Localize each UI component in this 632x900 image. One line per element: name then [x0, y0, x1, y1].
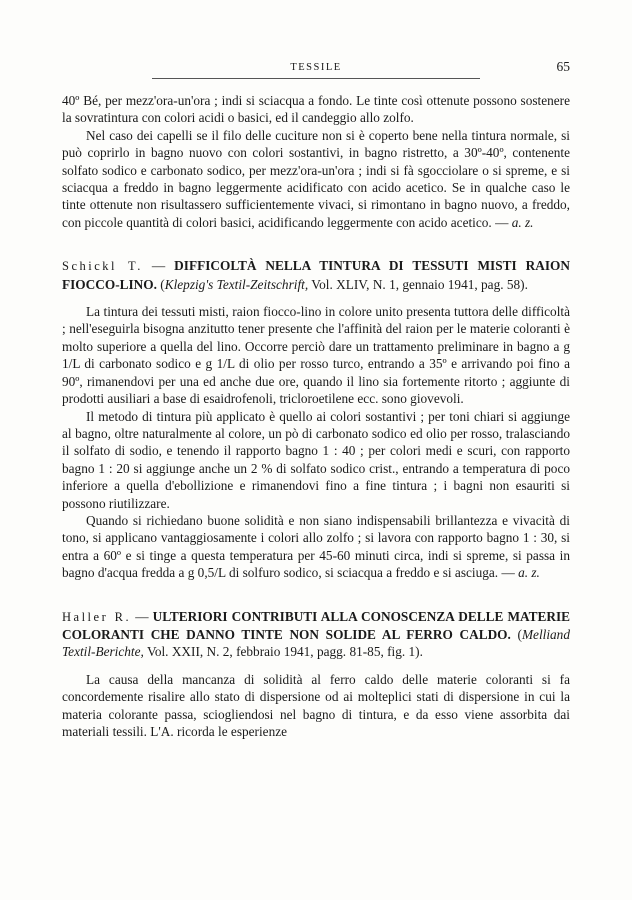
paragraph [62, 92, 570, 127]
abstract-heading [62, 257, 570, 293]
signature: a. z. [518, 565, 540, 581]
page-header [62, 59, 570, 82]
paragraph [62, 127, 570, 231]
source-details: Vol. XLIV, N. 1, gennaio 1941, pag. 58). [308, 276, 528, 292]
paragraph-text: Quando si richiedano buone solidità e non siano indispensabili brillantezza e vivacità di tono, si applicano vantaggiosamente i colori allo zolfo ; si lavora con rapporto bagno 1 : 30, si entra a 60º e si tinge a questa temperatura per 45-60 minuti circa, indi si spreme, si passa in bagno d'acqua fredda a g 0,5/L di solfuro sodico, si sciacqua a freddo e si asciuga. — [62, 512, 570, 581]
source-open: ( [510, 626, 522, 642]
paragraph-text: Il metodo di tintura più applicato è quello ai colori sostantivi ; per toni chiari si aggiunge al bagno, oltre naturalmente al colore, un pò di carbonato sodico ed olio per rosso, tralasciando il solfato di sodio, e tenendo il rapporto bagno 1 : 40 ; per colori medi e scuri, con rapporto bagno 1 : 20 si aggiunge anche un 2 % di solfato sodico crist., entrando a temperatura di poco inferiore a quella d'ebollizione e rimanendovi fino a fine tintura ; i bagni non esauriti si possono riutilizzare. [62, 408, 570, 511]
source-details: Vol. XXII, N. 2, febbraio 1941, pagg. 81-85, fig. 1). [143, 644, 423, 660]
heading-dash: — [142, 258, 175, 274]
paragraph [62, 303, 570, 407]
source-open: ( [156, 276, 165, 292]
paragraph-text: Nel caso dei capelli se il filo delle cuciture non si è coperto bene nella tintura normale, si può coprirlo in bagno nuovo con colori sostantivi, in bagno ristretto, a 30º-40º, contenente solfato sodico e carbonato sodico, per mezz'ora-un'ora ; indi si fà sgocciolare o si spreme, e si sciacqua a freddo in bagno leggermente acidificato con acido acetico. Se in qualche caso le tinte ottenute non risultassero sufficientemente vivaci, si rimontano in bagno nuovo, a freddo, con piccole quantità di colori basici, acidificando leggermente con acido acetico. — [62, 127, 570, 230]
abstract-title: DIFFICOLTÀ NELLA TINTURA DI TESSUTI MISTI RAION FIOCCO-LINO. [62, 258, 570, 292]
page-body [62, 92, 570, 740]
page-number: 65 [556, 59, 570, 74]
paragraph-text: 40º Bé, per mezz'ora-un'ora ; indi si sciacqua a fondo. Le tinte così ottenute possono sostenere la sovratintura con colori acidi o basici, ed il candeggio allo zolfo. [62, 93, 570, 126]
paragraph-text: La causa della mancanza di solidità al ferro caldo delle materie coloranti si fa concordemente risalire allo stato di dispersione od ai molteplici stati di dispersione in cui la materia colorante passa, sciogliendosi nel bagno di tintura, e da esso viene assorbita dai materiali tessili. L'A. ricorda le esperienze [62, 671, 570, 739]
source-journal: Melliand Textil-Berichte, [62, 626, 570, 660]
header-rule [152, 78, 480, 79]
abstract-author: Schickl T. [62, 259, 143, 274]
heading-dash: — [131, 608, 153, 624]
abstract-title: ULTERIORI CONTRIBUTI ALLA CONOSCENZA DELLE MATERIE COLORANTI CHE DANNO TINTE NON SOLIDE AL FERRO CALDO. [62, 608, 570, 642]
abstract-author: Haller R. [62, 609, 132, 624]
paragraph [62, 512, 570, 582]
abstract-schickl [62, 257, 570, 581]
abstract-heading [62, 608, 570, 661]
source-journal: Klepzig's Textil-Zeitschrift, [164, 276, 309, 292]
paragraph-text: La tintura dei tessuti misti, raion fiocco-lino in colore unito presenta tuttora delle difficoltà ; nell'eseguirla bisogna anzitutto tener presente che l'affinità del raion per le materie coloranti è molto superiore a quella del lino. Occorre perciò dare un trattamento preliminare in bagno a g 1/L di carbonato sodico e g 1/L di olio per rosso turco, entrando a 35º e arrivando poi fino a 90º, rimanendovi per una ed anche due ore, quando il lino sia fortemente ritorto ; aggiunte di prodotti ausiliari a base di esaidrofenoli, tricloroetilene ecc. sono giovevoli. [62, 304, 570, 407]
signature: a. z. [511, 214, 534, 230]
paragraph [62, 671, 570, 741]
running-title: TESSILE [290, 62, 342, 73]
abstract-haller [62, 608, 570, 741]
paragraph [62, 408, 570, 512]
